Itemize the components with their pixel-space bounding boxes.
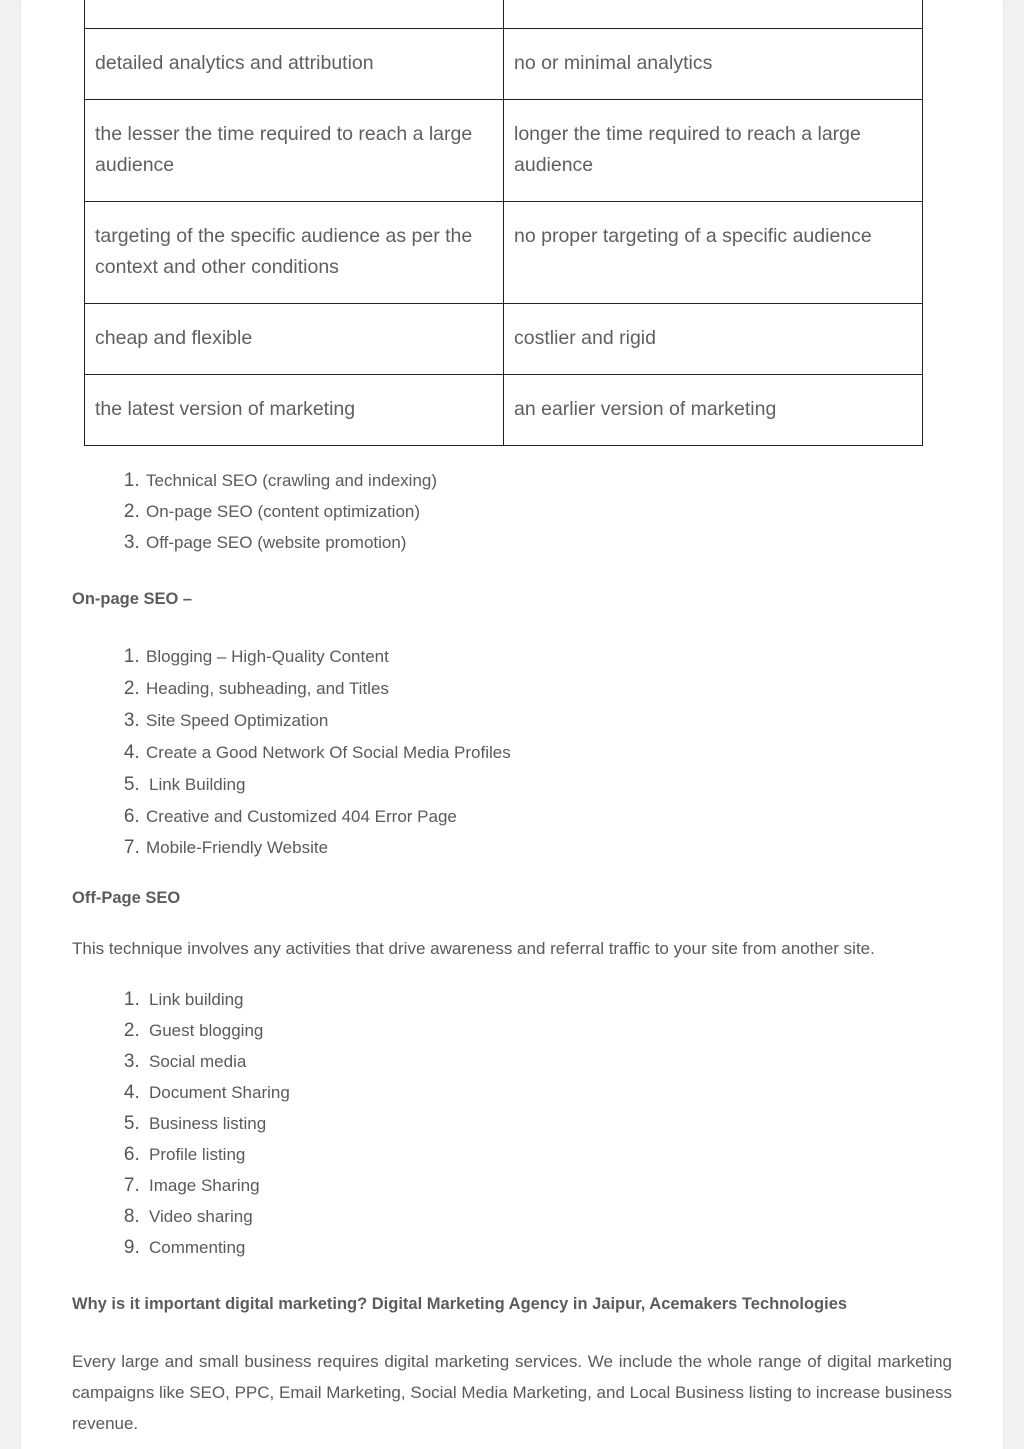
list-item-text: Link building — [149, 990, 244, 1009]
list-item-text: Creative and Customized 404 Error Page — [146, 807, 457, 826]
table-row — [85, 0, 923, 29]
list-item-text: Business listing — [149, 1114, 267, 1133]
table-cell: cheap and flexible — [85, 304, 504, 375]
table-cell: no or minimal analytics — [504, 29, 923, 100]
list-item-text: Link Building — [149, 775, 246, 794]
list-item — [145, 740, 511, 772]
list-item-text: Heading, subheading, and Titles — [146, 679, 389, 698]
list-item-text: Create a Good Network Of Social Media Profiles — [146, 743, 511, 762]
onpage-list — [93, 644, 511, 867]
table-row — [85, 375, 923, 446]
seo-types-list — [93, 468, 437, 561]
list-item-text: Social media — [149, 1052, 247, 1071]
list-item: 1. Technical SEO (crawling and indexing) — [145, 468, 437, 499]
list-item — [145, 1111, 290, 1142]
table-cell: the latest version of marketing — [85, 375, 504, 446]
list-item — [145, 1049, 290, 1080]
list-item — [145, 1080, 290, 1111]
why-heading: Why is it important digital marketing? Digital Marketing Agency in Jaipur, Acemakers Technologies — [72, 1295, 848, 1313]
offpage-intro: This technique involves any activities that drive awareness and referral traffic to your site from another site. — [72, 939, 875, 958]
table-cell — [504, 0, 923, 29]
table-row — [85, 29, 923, 100]
list-item — [145, 1235, 290, 1266]
table-cell — [85, 0, 504, 29]
comparison-table — [84, 0, 923, 446]
list-item — [145, 708, 511, 740]
why-body: Every large and small business requires digital marketing services. We include the whole range of digital marketing campaigns like SEO, PPC, Email Marketing, Social Media Marketing, and Local Business listing to increase business revenue. — [72, 1352, 952, 1433]
list-item: 3. Off-page SEO (website promotion) — [145, 530, 437, 561]
table-cell: costlier and rigid — [504, 304, 923, 375]
offpage-heading: Off-Page SEO — [72, 889, 181, 907]
table-row — [85, 304, 923, 375]
list-item-text: Profile listing — [149, 1145, 246, 1164]
list-item-text: Commenting — [149, 1238, 246, 1257]
table-cell: an earlier version of marketing — [504, 375, 923, 446]
list-item — [145, 644, 511, 676]
list-item — [145, 1018, 290, 1049]
list-item — [145, 676, 511, 708]
list-item — [145, 1142, 290, 1173]
list-item — [145, 987, 290, 1018]
table-row — [85, 100, 923, 202]
list-item — [145, 804, 511, 835]
list-item-text: Video sharing — [149, 1207, 253, 1226]
list-item-text: Site Speed Optimization — [146, 711, 329, 730]
onpage-heading: On-page SEO – — [72, 590, 193, 608]
offpage-list — [93, 987, 290, 1266]
table-cell: the lesser the time required to reach a large audience — [85, 100, 504, 202]
list-item — [145, 1204, 290, 1235]
list-item — [145, 772, 511, 804]
table-cell: longer the time required to reach a large audience — [504, 100, 923, 202]
article-page — [21, 0, 1003, 1449]
list-item-text: Guest blogging — [149, 1021, 264, 1040]
table-cell: targeting of the specific audience as per the context and other conditions — [85, 202, 504, 304]
table-cell: no proper targeting of a specific audience — [504, 202, 923, 304]
list-item — [145, 835, 511, 867]
list-item — [145, 1173, 290, 1204]
list-item-text: Mobile-Friendly Website — [146, 838, 329, 857]
table-row — [85, 202, 923, 304]
table-cell: detailed analytics and attribution — [85, 29, 504, 100]
list-item: 2. On-page SEO (content optimization) — [145, 499, 437, 530]
list-item-text: Document Sharing — [149, 1083, 290, 1102]
list-item-text: Image Sharing — [149, 1176, 260, 1195]
list-item-text: Blogging – High-Quality Content — [146, 647, 389, 666]
